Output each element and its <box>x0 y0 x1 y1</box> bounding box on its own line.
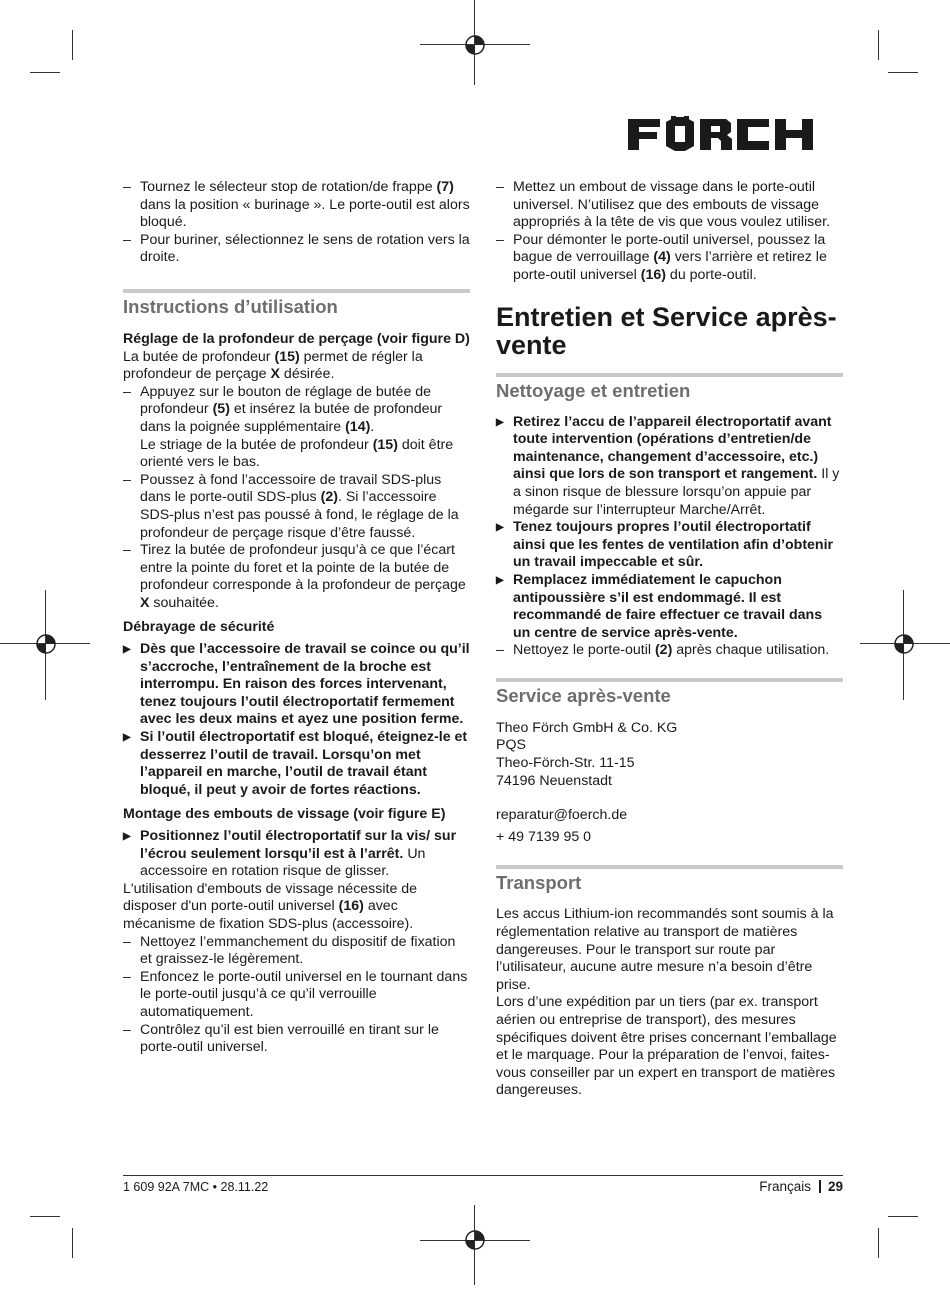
registration-target-icon <box>893 633 915 655</box>
footer-rule <box>123 1175 843 1176</box>
warning-item: ▶ Retirez l’accu de l’appareil électroportatif avant toute intervention (opérations d’entretien/de maintenance, changement d’accessoire, etc.) ainsi que lors de son transport et rangement. Il y a sinon risque de blessure lorsqu’on appuie par mégarde sur l’interrupteur Marche/Arrêt. <box>496 414 843 520</box>
registration-target-icon <box>464 1229 486 1251</box>
right-column <box>496 179 843 1100</box>
warning-item: ▶ Si l’outil électroportatif est bloqué, éteignez-le et desserrez l’outil de travail. Lorsqu’on met l’appareil en marche, l’outil de travail étant bloqué, il peut y avoir de fortes réactions. <box>123 729 470 799</box>
paragraph: L'utilisation d'embouts de vissage nécessite de disposer d'un porte-outil universel (16) avec mécanisme de fixation SDS-plus (accessoire). <box>123 880 418 932</box>
address-line: PQS <box>496 737 526 754</box>
crop-mark <box>888 1216 918 1217</box>
list-item: – Tournez le sélecteur stop de rotation/de frappe (7) dans la position « burinage ». Le porte-outil est alors bloqué. <box>123 179 470 232</box>
crop-mark <box>30 72 60 73</box>
list-item: – Appuyez sur le bouton de réglage de butée de profondeur (5) et insérez la butée de profondeur dans la poignée supplémentaire (14). Le striage de la butée de profondeur (15) doit être orienté vers le bas. <box>123 384 470 472</box>
paragraph: Lors d’une expédition par un tiers (par ex. transport aérien ou entreprise de transport), des mesures spécifiques doivent être prises concernant l’emballage et le marquage. Pour la préparation de l’envoi, faites-vous conseiller par un expert en transport de matières dangereuses. <box>496 994 837 1099</box>
address-line: Theo-Förch-Str. 11-15 <box>496 755 635 772</box>
section-title-cleaning: Nettoyage et entretien <box>496 373 843 402</box>
list-item: – Pour démonter le porte-outil universel, poussez la bague de verrouillage (4) vers l’arrière et retirez le porte-outil universel (16) du porte-outil. <box>496 232 843 285</box>
warning-item: ▶ Remplacez immédiatement le capuchon antipoussière s’il est endommagé. Il est recommandé de faire effectuer ce travail dans un centre de service après-vente. <box>496 572 843 642</box>
page-footer <box>759 1179 843 1194</box>
list-item: – Nettoyez l’emmanchement du dispositif de fixation et graissez-le légèrement. <box>123 934 470 969</box>
subheading-bits: Montage des embouts de vissage (voir figure E) <box>123 806 446 823</box>
document-code: 1 609 92A 7MC • 28.11.22 <box>123 1180 269 1194</box>
registration-target-icon <box>464 34 486 56</box>
list-item: – Mettez un embout de vissage dans le porte-outil universel. N’utilisez que des embouts de vissage appropriés à la tête de vis que vous voulez utiliser. <box>496 179 843 232</box>
crop-mark <box>878 1228 879 1258</box>
chapter-title: Entretien et Service après-vente <box>496 301 837 360</box>
service-phone: + 49 7139 95 0 <box>496 828 592 845</box>
list-item: – Nettoyez le porte-outil (2) après chaque utilisation. <box>496 642 843 660</box>
address-line: Theo Förch GmbH & Co. KG <box>496 719 678 736</box>
subheading-clutch: Débrayage de sécurité <box>123 619 275 636</box>
crop-mark <box>72 30 73 60</box>
paragraph: La butée de profondeur (15) permet de régler la profondeur de perçage X désirée. <box>123 348 423 383</box>
address-line: 74196 Neuenstadt <box>496 772 612 789</box>
section-title-transport: Transport <box>496 865 843 894</box>
section-title-service: Service après-vente <box>496 678 843 707</box>
crop-mark <box>72 1228 73 1258</box>
warning-item: ▶ Positionnez l’outil électroportatif sur la vis/ sur l’écrou seulement lorsqu’il est à l’arrêt. Un accessoire en rotation risque de glisser. <box>123 828 470 881</box>
footer-separator <box>819 1180 821 1193</box>
section-title-instructions: Instructions d’utilisation <box>123 289 470 318</box>
subheading-depth: Réglage de la profondeur de perçage (voir figure D) <box>123 330 470 347</box>
left-column <box>123 179 470 1057</box>
registration-target-icon <box>35 633 57 655</box>
crop-mark <box>30 1216 60 1217</box>
paragraph: Les accus Lithium-ion recommandés sont soumis à la réglementation relative au transport de matières dangereuses. Pour le transport sur route par l’utilisateur, aucune autre mesure n’a besoin d’être prise. <box>496 906 834 993</box>
list-item: – Contrôlez qu’il est bien verrouillé en tirant sur le porte-outil universel. <box>123 1022 470 1057</box>
warning-item: ▶ Tenez toujours propres l’outil électroportatif ainsi que les fentes de ventilation afin d’obtenir un travail impeccable et sûr. <box>496 519 843 572</box>
list-item: – Poussez à fond l’accessoire de travail SDS-plus dans le porte-outil SDS-plus (2). Si l’accessoire SDS-plus n’est pas poussé à fond, le réglage de la profondeur de perçage risque d’être faussé. <box>123 472 470 542</box>
language-label: Français <box>759 1179 811 1194</box>
list-item: – Enfoncez le porte-outil universel en le tournant dans le porte-outil jusqu’à ce qu’il verrouille automatiquement. <box>123 969 470 1022</box>
service-email[interactable]: reparatur@foerch.de <box>496 807 628 824</box>
brand-logo <box>628 116 843 152</box>
crop-mark <box>888 72 918 73</box>
warning-item: ▶ Dès que l’accessoire de travail se coince ou qu’il s’accroche, l’entraînement de la broche est interrompu. En raison des forces intervenant, tenez toujours l’outil électroportatif fermement avec les deux mains et ayez une position ferme. <box>123 641 470 729</box>
list-item: – Tirez la butée de profondeur jusqu’à ce que l’écart entre la pointe du foret et la pointe de la butée de profondeur corresponde à la profondeur de perçage X souhaitée. <box>123 542 470 612</box>
list-item: – Pour buriner, sélectionnez le sens de rotation vers la droite. <box>123 232 470 267</box>
page-number: 29 <box>827 1179 843 1194</box>
crop-mark <box>878 30 879 60</box>
